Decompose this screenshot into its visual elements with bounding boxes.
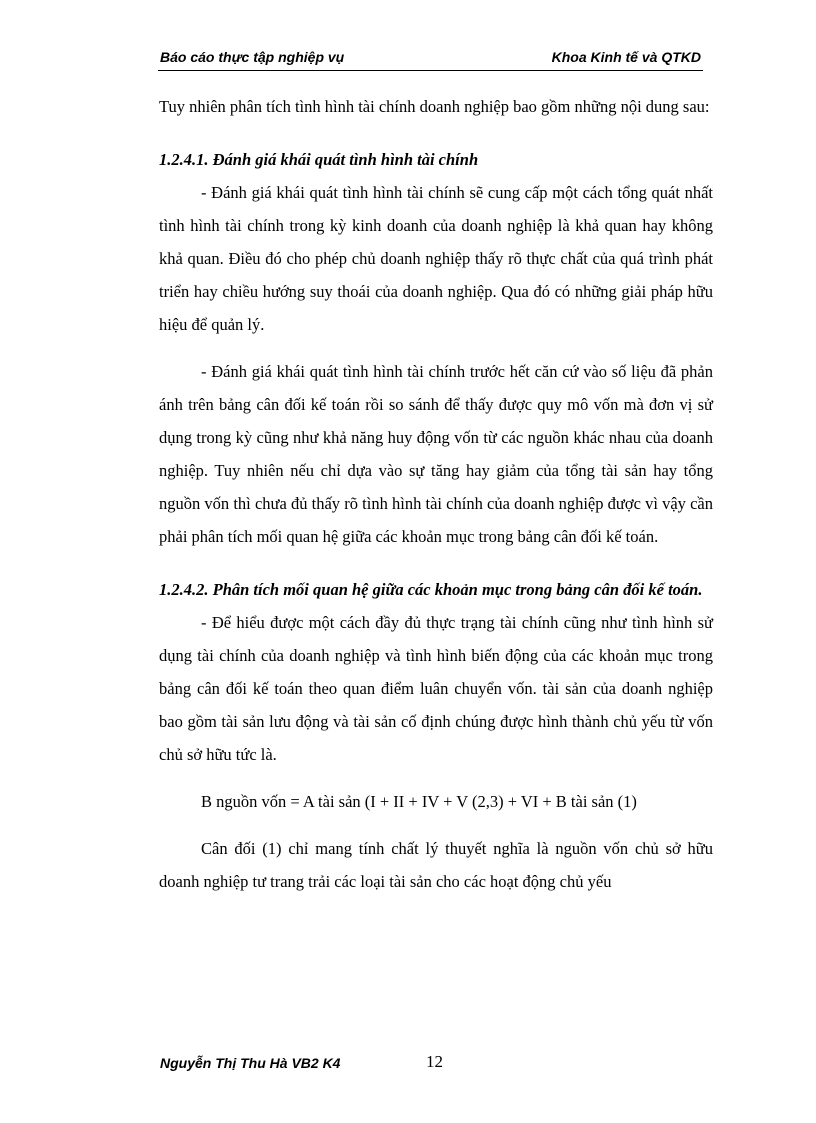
paragraph-relationship-2: Cân đối (1) chỉ mang tính chất lý thuyết nghĩa là nguồn vốn chủ sở hữu doanh nghiệp tư trang trải các loại tài sản cho các hoạt động chủ yếu (159, 839, 713, 891)
paragraph-overview-2: - Đánh giá khái quát tình hình tài chính trước hết căn cứ vào số liệu đã phản ánh trên bảng cân đối kế toán rồi so sánh để thấy được quy mô vốn mà đơn vị sử dụng trong kỳ cũng như khả năng huy động vốn từ các nguồn khác nhau của doanh nghiệp. Tuy nhiên nếu chỉ dựa vào sự tăng hay giảm của tổng tài sản hay tổng nguồn vốn thì chưa đủ thấy rõ tình hình tài chính của doanh nghiệp được vì vậy cần phải phân tích mối quan hệ giữa các khoản mục trong bảng cân đối kế toán. (159, 362, 713, 546)
header-faculty-name: Khoa Kinh tế và QTKD (551, 49, 701, 65)
intro-paragraph: Tuy nhiên phân tích tình hình tài chính doanh nghiệp bao gồm những nội dung sau: (159, 97, 710, 116)
balance-formula: B nguồn vốn = A tài sản (I + II + IV + V (2,3) + VI + B tài sản (1) (201, 792, 637, 811)
page-number: 12 (426, 1052, 443, 1071)
document-body (159, 90, 713, 898)
paragraph-overview-1: - Đánh giá khái quát tình hình tài chính sẽ cung cấp một cách tổng quát nhất tình hình tài chính trong kỳ kinh doanh của doanh nghiệp là khả quan hay không khả quan. Điều đó cho phép chủ doanh nghiệp thấy rõ thực chất của quá trình phát triển hay chiều hướng suy thoái của doanh nghiệp. Qua đó có những giải pháp hữu hiệu để quản lý. (159, 183, 713, 334)
paragraph-relationship-1: - Để hiểu được một cách đầy đủ thực trạng tài chính cũng như tình hình sử dụng tài chính của doanh nghiệp và tình hình biến động của các khoản mục trong bảng cân đối kế toán theo quan điểm luân chuyển vốn. tài sản của doanh nghiệp bao gồm tài sản lưu động và tài sản cố định chúng được hình thành chủ yếu từ vốn chủ sở hữu tức là. (159, 613, 713, 764)
footer-author: Nguyễn Thị Thu Hà VB2 K4 (160, 1055, 341, 1071)
header-report-title: Báo cáo thực tập nghiệp vụ (160, 49, 345, 65)
page-header (158, 46, 703, 71)
section-heading-1-2-4-2: 1.2.4.2. Phân tích mối quan hệ giữa các khoản mục trong bảng cân đối kế toán. (159, 580, 703, 599)
page-footer (158, 1052, 558, 1076)
section-heading-1-2-4-1: 1.2.4.1. Đánh giá khái quát tình hình tài chính (159, 150, 479, 169)
